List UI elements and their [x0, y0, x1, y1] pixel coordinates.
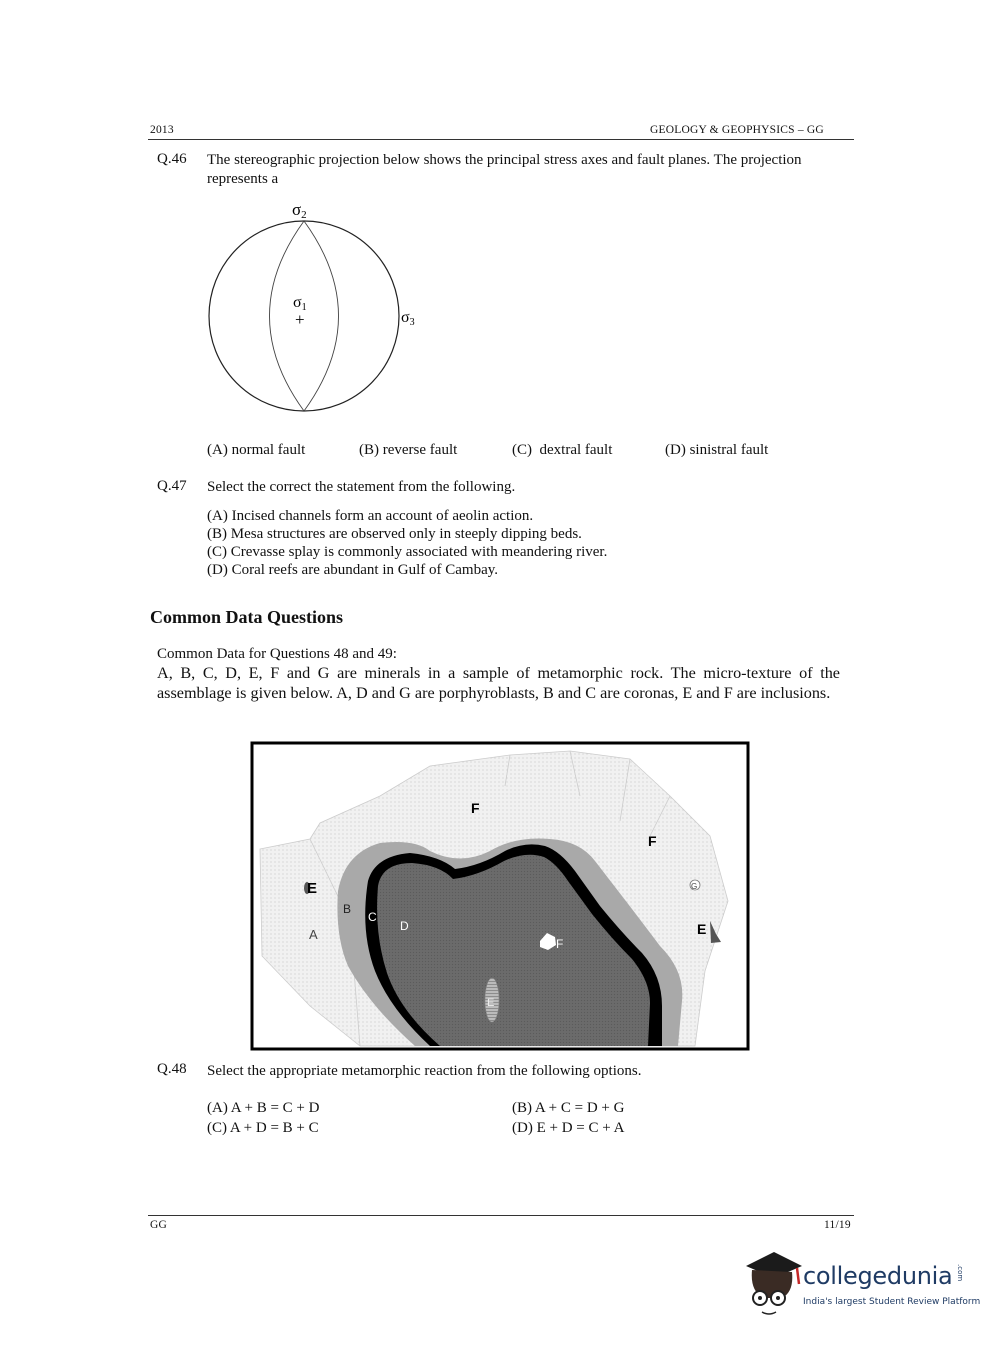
header-rule [148, 139, 854, 140]
label-b: B [343, 902, 352, 916]
q46-option-c: (C) dextral fault [512, 442, 613, 458]
label-e-left: E [307, 880, 318, 897]
label-c: C [368, 910, 377, 924]
q47-option-d: (D) Coral reefs are abundant in Gulf of Cambay. [207, 562, 499, 578]
footer-page: 11/19 [824, 1219, 851, 1231]
label-g: G [691, 882, 698, 891]
label-d: D [400, 919, 409, 933]
label-f-top: F [471, 800, 480, 816]
q48-text: Select the appropriate metamorphic reaction from the following options. [207, 1063, 642, 1079]
footer-rule [148, 1215, 854, 1216]
q46-number: Q.46 [157, 151, 187, 167]
header-year: 2013 [150, 124, 174, 136]
sigma2-label: σ2 [292, 200, 307, 221]
label-a: A [309, 927, 318, 942]
label-e-center: E [487, 997, 495, 1009]
q48-option-b: (B) A + C = D + G [512, 1100, 625, 1116]
label-e-right: E [697, 921, 707, 937]
q48-option-c: (C) A + D = B + C [207, 1120, 319, 1136]
fault-plane-east [304, 221, 339, 411]
header-subject: GEOLOGY & GEOPHYSICS – GG [650, 124, 824, 136]
label-f-right: F [648, 833, 657, 849]
q48-number: Q.48 [157, 1061, 187, 1077]
section-heading: Common Data Questions [150, 607, 344, 627]
q47-number: Q.47 [157, 478, 187, 494]
footer-code: GG [150, 1219, 168, 1231]
sigma1-label: σ1 [293, 294, 307, 313]
sigma3-label: σ3 [401, 309, 415, 328]
q47-option-a: (A) Incised channels form an account of aeolin action. [207, 508, 534, 524]
microtexture-figure [250, 741, 750, 1051]
q46-text-line1: The stereographic projection below shows the principal stress axes and fault planes. The projection [207, 152, 802, 168]
stereonet-figure [200, 195, 440, 420]
collegedunia-mascot-icon [742, 1248, 804, 1318]
sigma1-plus: + [295, 310, 305, 329]
q46-text-line2: represents a [207, 171, 279, 187]
q48-option-a: (A) A + B = C + D [207, 1100, 320, 1116]
common-intro: Common Data for Questions 48 and 49: [157, 646, 397, 662]
q46-option-b: (B) reverse fault [359, 442, 458, 458]
q46-option-a: (A) normal fault [207, 442, 306, 458]
label-f-center: F [556, 937, 564, 951]
q46-option-d: (D) sinistral fault [665, 442, 769, 458]
common-paragraph: A, B, C, D, E, F and G are minerals in a sample of metamorphic rock. The micro-texture of the assemblage is given below. A, D and G are porphyroblasts, B and C are coronas, E and F are inclusions. [157, 664, 840, 702]
logo-suffix: .com [956, 1264, 964, 1282]
logo-tagline: India's largest Student Review Platform [803, 1297, 981, 1307]
q47-option-b: (B) Mesa structures are observed only in steeply dipping beds. [207, 526, 582, 542]
q48-option-d: (D) E + D = C + A [512, 1120, 625, 1136]
q47-text: Select the correct the statement from the following. [207, 479, 516, 495]
logo-name: collegedunia [803, 1262, 953, 1290]
q47-option-c: (C) Crevasse splay is commonly associated with meandering river. [207, 544, 608, 560]
